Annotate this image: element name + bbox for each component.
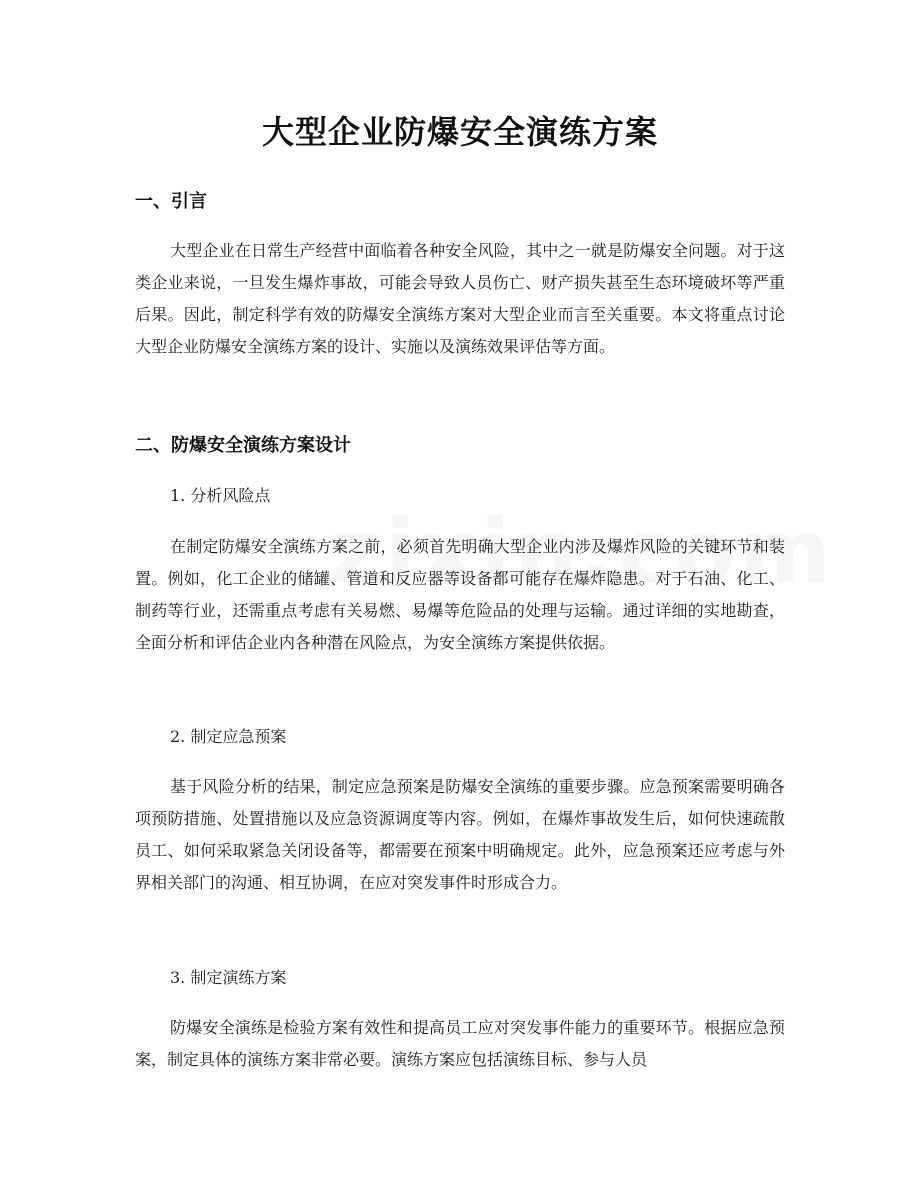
subsection-title-emergency: 2. 制定应急预案 [170, 727, 287, 746]
drill-paragraph: 防爆安全演练是检验方案有效性和提高员工应对突发事件能力的重要环节。根据应急预案，制定具体的演练方案非常必要。演练方案应包括演练目标、参与人员 [135, 1018, 785, 1069]
section-heading-design: 二、防爆安全演练方案设计 [135, 435, 351, 456]
risk-paragraph: 在制定防爆安全演练方案之前，必须首先明确大型企业内涉及爆炸风险的关键环节和装置。例如，化工企业的储罐、管道和反应器等设备都可能存在爆炸隐患。对于石油、化工、制药等行业，还需重点考虑有关易燃、易爆等危险品的处理与运输。通过详细的实地勘查，全面分析和评估企业内各种潜在风险点，为安全演练方案提供依据。 [135, 537, 785, 652]
subsection-title-drill: 3. 制定演练方案 [170, 968, 287, 987]
section-heading-intro: 一、引言 [135, 191, 207, 212]
emergency-paragraph: 基于风险分析的结果，制定应急预案是防爆安全演练的重要步骤。应急预案需要明确各项预防措施、处置措施以及应急资源调度等内容。例如，在爆炸事故发生后，如何快速疏散员工、如何采取紧急关闭设备等，都需要在预案中明确规定。此外，应急预案还应考虑与外界相关部门的沟通、相互协调，在应对突发事件时形成合力。 [135, 777, 785, 892]
document-title: 大型企业防爆安全演练方案 [261, 113, 658, 151]
intro-paragraph: 大型企业在日常生产经营中面临着各种安全风险，其中之一就是防爆安全问题。对于这类企业来说，一旦发生爆炸事故，可能会导致人员伤亡、财产损失甚至生态环境破坏等严重后果。因此，制定科学有效的防爆安全演练方案对大型企业而言至关重要。本文将重点讨论大型企业防爆安全演练方案的设计、实施以及演练效果评估等方面。 [135, 241, 785, 356]
subsection-title-risk: 1. 分析风险点 [170, 486, 271, 505]
